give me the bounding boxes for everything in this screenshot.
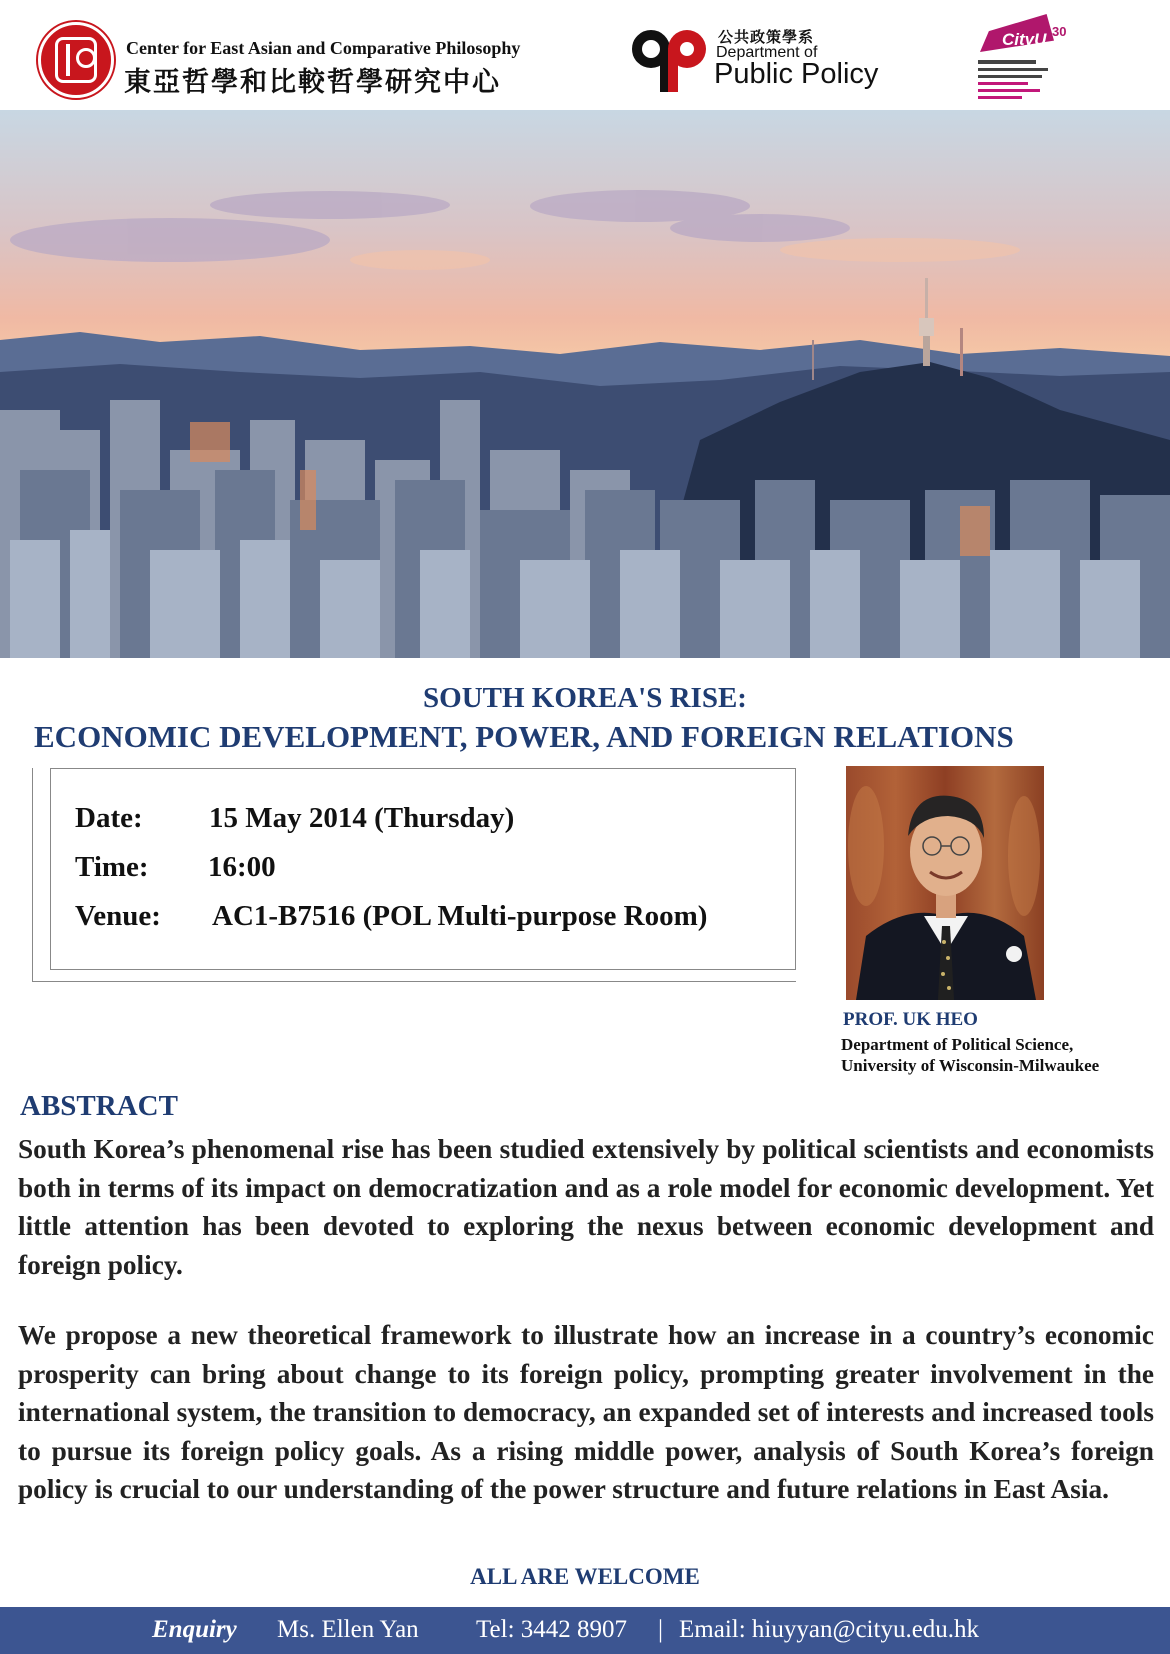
contact-tel: Tel: 3442 8907 bbox=[476, 1616, 628, 1643]
public-policy-dept: Department of bbox=[716, 44, 818, 61]
time-value: 16:00 bbox=[208, 851, 276, 883]
speaker-affiliation-dept: Department of Political Science, bbox=[841, 1035, 1074, 1054]
public-policy-logo-icon bbox=[632, 28, 708, 92]
event-title-line2: ECONOMIC DEVELOPMENT, POWER, AND FOREIGN RELATIONS bbox=[34, 719, 1014, 754]
cityu-logo-icon bbox=[978, 12, 1074, 102]
public-policy-name: Public Policy bbox=[714, 58, 879, 90]
cityu-word: CityU bbox=[1002, 30, 1047, 49]
time-label: Time: bbox=[75, 851, 149, 883]
ceacp-name-zh: 東亞哲學和比較哲學研究中心 bbox=[124, 67, 501, 98]
event-title-line1: SOUTH KOREA'S RISE: bbox=[423, 682, 747, 714]
contact-name: Ms. Ellen Yan bbox=[277, 1616, 419, 1643]
speaker-photo bbox=[846, 766, 1044, 1000]
header-logos bbox=[0, 0, 1170, 110]
venue-label: Venue: bbox=[75, 900, 161, 932]
details-box bbox=[50, 768, 796, 970]
venue-value: AC1-B7516 (POL Multi-purpose Room) bbox=[212, 900, 708, 932]
ceacp-logo-icon bbox=[38, 22, 114, 98]
welcome-message: ALL ARE WELCOME bbox=[470, 1564, 700, 1589]
ceacp-name-en: Center for East Asian and Comparative Philosophy bbox=[126, 38, 521, 58]
abstract-paragraph-1: South Korea’s phenomenal rise has been studied extensively by political scientists and economists both in terms of its impact on democratization and as a role model for economic development. Yet little attention has been devoted to exploring the nexus between economic development and foreign policy. bbox=[18, 1134, 1154, 1280]
footer-separator: | bbox=[658, 1616, 664, 1643]
date-value: 15 May 2014 (Thursday) bbox=[209, 802, 515, 834]
abstract-heading: ABSTRACT bbox=[20, 1090, 178, 1122]
enquiry-footer bbox=[0, 1607, 1170, 1654]
speaker-name: PROF. UK HEO bbox=[843, 1009, 978, 1030]
contact-email[interactable]: Email: hiuyyan@cityu.edu.hk bbox=[679, 1616, 980, 1643]
speaker-affiliation-university: University of Wisconsin-Milwaukee bbox=[841, 1056, 1100, 1075]
public-policy-name-zh: 公共政策學系 bbox=[718, 28, 815, 46]
seoul-skyline-photo bbox=[0, 110, 1170, 658]
enquiry-label: Enquiry bbox=[152, 1616, 237, 1643]
abstract-paragraph-2: We propose a new theoretical framework to illustrate how an increase in a country’s economic prosperity can bring about change to its foreign policy, prompting greater involvement in the international system, the transition to democracy, an expanded set of interests and increased tools to pursue its foreign policy goals. As a rising middle power, analysis of South Korea’s foreign policy is crucial to our understanding of the power structure and future relations in East Asia. bbox=[18, 1320, 1154, 1504]
cityu-number: 30 bbox=[1052, 24, 1067, 39]
date-label: Date: bbox=[75, 802, 143, 834]
